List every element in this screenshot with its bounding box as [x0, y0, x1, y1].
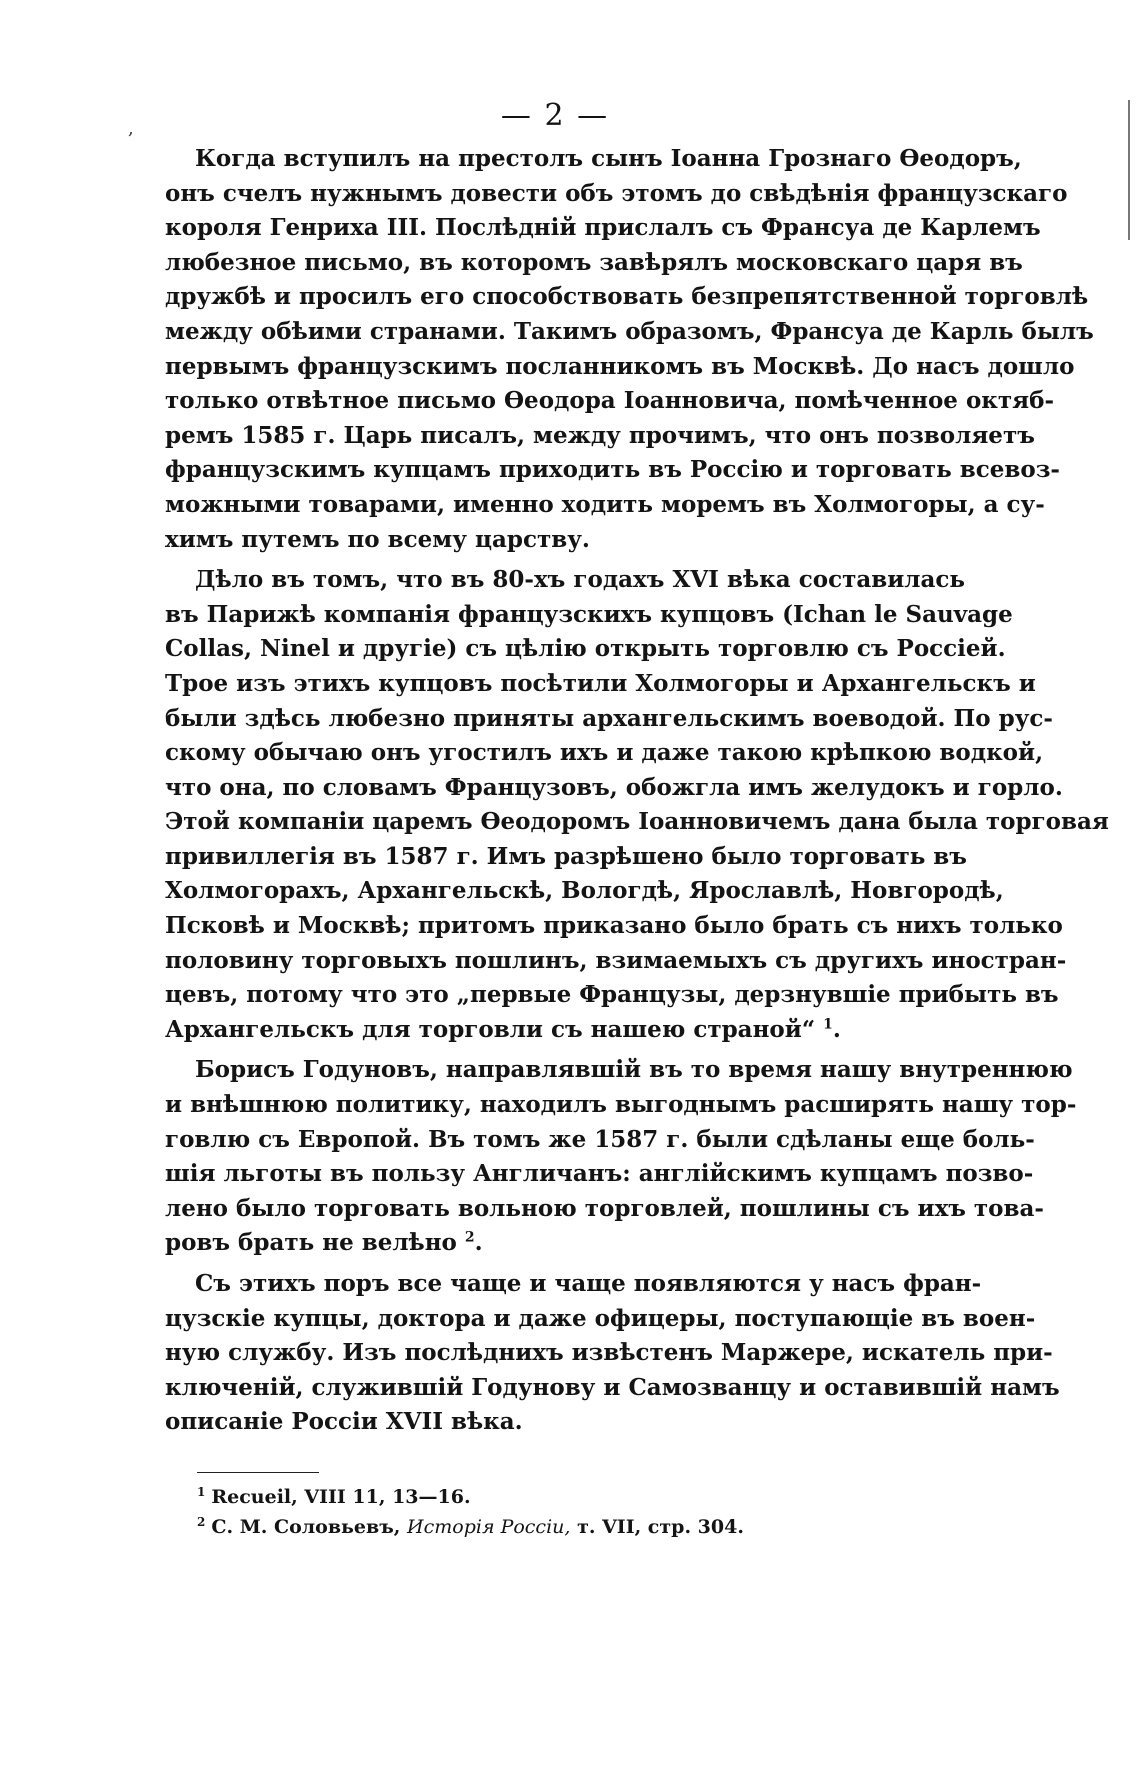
text-line: французскимъ купцамъ приходить въ Россію и торговать всевоз-: [165, 456, 1060, 484]
text-line: Collas, Ninel и другіе) съ цѣлію открыть торговлю съ Россіей.: [165, 635, 1006, 663]
text-line: цузскіе купцы, доктора и даже офицеры, поступающіе въ воен-: [165, 1304, 1036, 1332]
page-number: — 2 —: [500, 98, 610, 133]
margin-speck: ,: [128, 118, 134, 139]
text-line-content: ровъ брать не велѣно: [165, 1229, 457, 1257]
text-line: между обѣими странами. Такимъ образомъ, Франсуа де Карль былъ: [165, 317, 1094, 345]
footnote-mark: 1: [197, 1484, 206, 1499]
text-line: шія льготы въ пользу Англичанъ: англійскимъ купцамъ позво-: [165, 1160, 1034, 1188]
text-line: привиллегія въ 1587 г. Имъ разрѣшено было торговать въ: [165, 842, 967, 870]
sentence-end: .: [474, 1229, 483, 1257]
paragraph-4: [165, 1267, 1060, 1440]
text-line: онъ счелъ нужнымъ довести объ этомъ до свѣдѣнія французскаго: [165, 179, 1068, 207]
footnote-mark: 2: [197, 1514, 206, 1529]
text-line: говлю съ Европой. Въ томъ же 1587 г. были сдѣланы еще боль-: [165, 1125, 1035, 1153]
text-line: только отвѣтное письмо Ѳеодора Іоанновича, помѣченное октяб-: [165, 387, 1055, 415]
text-line: ключеній, служившій Годунову и Самозванцу и оставившій намъ: [165, 1373, 1060, 1401]
text-line: Холмогорахъ, Архангельскѣ, Вологдѣ, Ярославлѣ, Новгородѣ,: [165, 877, 1004, 905]
text-line: описаніе Россіи XVII вѣка.: [165, 1408, 523, 1436]
text-line: Дѣло въ томъ, что въ 80-хъ годахъ XVI вѣка составилась: [195, 566, 965, 594]
text-line: ную службу. Изъ послѣднихъ извѣстенъ Маржере, искатель при-: [165, 1339, 1053, 1367]
text-line: скому обычаю онъ угостилъ ихъ и даже такою крѣпкою водкой,: [165, 739, 1044, 767]
page-edge-line: [1128, 100, 1130, 240]
paragraph-2: [165, 563, 1109, 1047]
text-line: любезное письмо, въ которомъ завѣрялъ московскаго царя въ: [165, 248, 1023, 276]
text-line: Этой компаніи царемъ Ѳеодоромъ Іоанновичемъ дана была торговая: [165, 808, 1109, 836]
text-line: что она, по словамъ Французовъ, обожгла имъ желудокъ и горло.: [165, 773, 1063, 801]
footnote-title: Исторія Россіи,: [407, 1516, 571, 1538]
text-line: ремъ 1585 г. Царь писалъ, между прочимъ, что онъ позволяетъ: [165, 421, 1035, 449]
text-line: цевъ, потому что это „первые Французы, дерзнувшіе прибыть въ: [165, 981, 1059, 1009]
text-line: Псковѣ и Москвѣ; притомъ приказано было брать съ нихъ только: [165, 912, 1063, 940]
text-line: лено было торговать вольною торговлей, пошлины съ ихъ това-: [165, 1194, 1044, 1222]
paragraph-1: [165, 142, 1094, 557]
text-line: Когда вступилъ на престолъ сынъ Іоанна Грознаго Ѳеодоръ,: [195, 145, 1022, 172]
footnote-ref-2[interactable]: 2: [464, 1229, 475, 1246]
text-line: въ Парижѣ компанія французскихъ купцовъ (Ichan le Sauvage: [165, 600, 1013, 628]
text-line: Трое изъ этихъ купцовъ посѣтили Холмогоры и Архангельскъ и: [165, 669, 1036, 697]
text-line: и внѣшнюю политику, находилъ выгоднымъ расширять нашу тор-: [165, 1091, 1077, 1119]
footnote-author: С. М. Соловьевъ,: [211, 1516, 401, 1538]
paragraph-3: [165, 1053, 1077, 1261]
text-line: короля Генриха III. Послѣдній прислалъ съ Франсуа де Карлемъ: [165, 214, 1041, 242]
text-line: половину торговыхъ пошлинъ, взимаемыхъ съ другихъ иностран-: [165, 946, 1067, 974]
footnote-ref-1[interactable]: 1: [823, 1016, 833, 1033]
body-text: [165, 142, 1109, 1440]
footnote-2: [197, 1512, 897, 1542]
text-line: дружбѣ и просилъ его способствовать безпрепятственной торговлѣ: [165, 283, 1089, 311]
text-line: [165, 1226, 965, 1261]
text-line: химъ путемъ по всему царству.: [165, 525, 590, 553]
text-line: [165, 1013, 965, 1048]
text-line-content: Архангельскъ для торговли съ нашею страной“: [165, 1015, 816, 1043]
footnote-separator: [197, 1472, 319, 1473]
footnote-text: Recueil, VIII 11, 13—16.: [211, 1486, 471, 1508]
text-line: можными товарами, именно ходить моремъ въ Холмогоры, а су-: [165, 490, 1045, 518]
sentence-end: .: [832, 1015, 841, 1043]
text-line: Съ этихъ поръ все чаще и чаще появляются у насъ фран-: [195, 1270, 982, 1297]
text-line: Борисъ Годуновъ, направлявшій въ то время нашу внутреннюю: [195, 1056, 1073, 1084]
footnote-1: [197, 1482, 897, 1512]
footnotes: [197, 1482, 897, 1542]
text-line: первымъ французскимъ посланникомъ въ Москвѣ. До насъ дошло: [165, 352, 1075, 380]
text-line: были здѣсь любезно приняты архангельскимъ воеводой. По рус-: [165, 704, 1053, 732]
footnote-volume: т. VII, стр. 304.: [577, 1516, 744, 1538]
